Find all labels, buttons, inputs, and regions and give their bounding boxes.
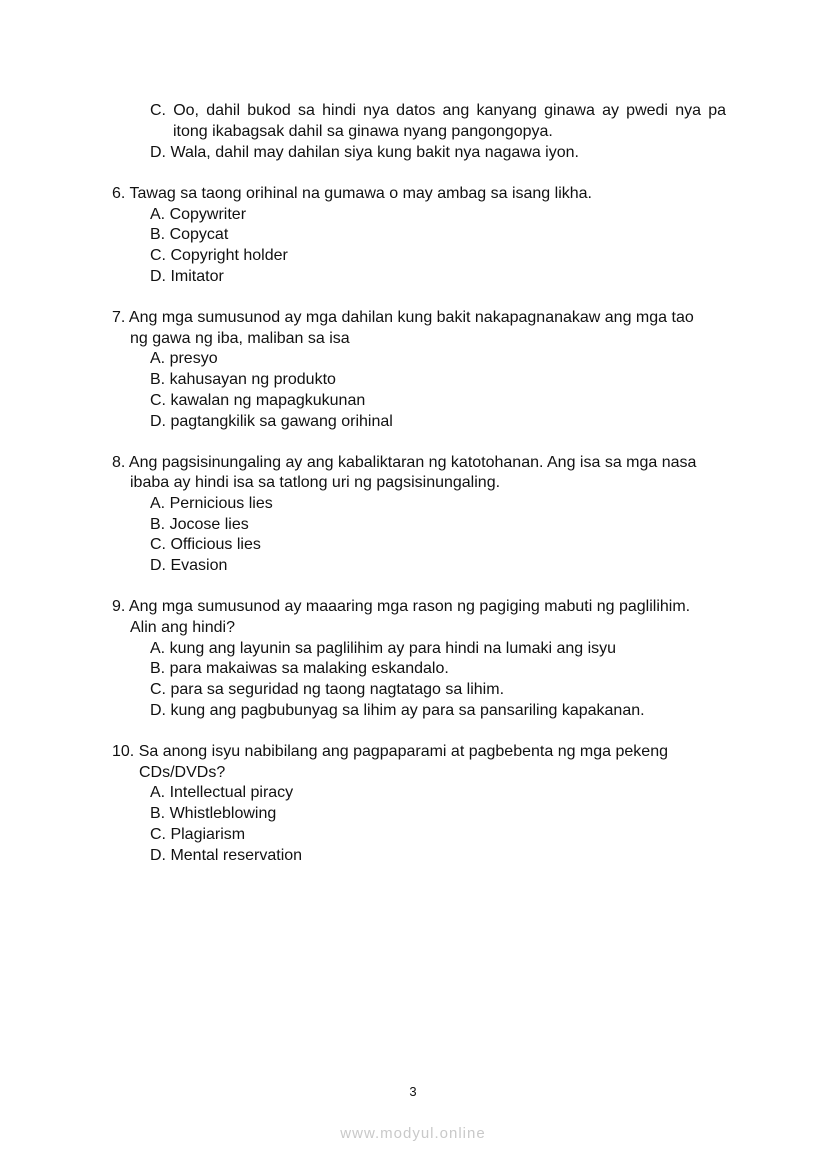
q9-stem-line1: 9. Ang mga sumusunod ay maaaring mga rason ng pagiging mabuti ng paglilihim. [112,598,691,615]
q7-option-d: D. pagtangkilik sa gawang orihinal [150,413,393,430]
q8-stem-line2: ibaba ay hindi isa sa tatlong uri ng pagsisinungaling. [130,474,501,491]
q8-stem-line1: 8. Ang pagsisinungaling ay ang kabaliktaran ng katotohanan. Ang isa sa mga nasa [112,454,697,471]
q7-option-c: C. kawalan ng mapagkukunan [150,392,366,409]
q10-stem-line1: 10. Sa anong isyu nabibilang ang pagpaparami at pagbebenta ng mga pekeng [112,743,668,760]
q9-stem-line2: Alin ang hindi? [130,619,235,636]
q8-option-c: C. Officious lies [150,536,261,553]
q6-option-a: A. Copywriter [150,206,247,223]
q9-option-a: A. kung ang layunin sa paglilihim ay para hindi na lumaki ang isyu [150,640,617,657]
q7-stem-line2: ng gawa ng iba, maliban sa isa [130,330,350,347]
q7-option-a: A. presyo [150,350,218,367]
page-number: 3 [409,1084,417,1099]
q6-stem: 6. Tawag sa taong orihinal na gumawa o may ambag sa isang likha. [112,185,592,202]
q10-option-d: D. Mental reservation [150,847,303,864]
q10-option-a: A. Intellectual piracy [150,784,294,801]
q6-option-b: B. Copycat [150,226,229,243]
q7-option-b: B. kahusayan ng produkto [150,371,336,388]
q5-option-c-line2: itong ikabagsak dahil sa ginawa nyang pangongopya. [173,123,553,140]
q8-option-d: D. Evasion [150,557,228,574]
q10-option-b: B. Whistleblowing [150,805,277,822]
q8-option-a: A. Pernicious lies [150,495,273,512]
q9-option-b: B. para makaiwas sa malaking eskandalo. [150,660,449,677]
q5-option-c-line1: C. Oo, dahil bukod sa hindi nya datos ang kanyang ginawa ay pwedi nya pa [150,102,726,119]
q10-stem-line2: CDs/DVDs? [139,764,226,781]
q9-option-d: D. kung ang pagbubunyag sa lihim ay para sa pansariling kapakanan. [150,702,645,719]
q5-option-d: D. Wala, dahil may dahilan siya kung bakit nya nagawa iyon. [150,144,579,161]
q9-option-c: C. para sa seguridad ng taong nagtatago sa lihim. [150,681,505,698]
q6-option-d: D. Imitator [150,268,224,285]
watermark: www.modyul.online [340,1125,486,1142]
q10-option-c: C. Plagiarism [150,826,246,843]
q8-option-b: B. Jocose lies [150,516,249,533]
q6-option-c: C. Copyright holder [150,247,288,264]
q7-stem-line1: 7. Ang mga sumusunod ay mga dahilan kung bakit nakapagnanakaw ang mga tao [112,309,694,326]
